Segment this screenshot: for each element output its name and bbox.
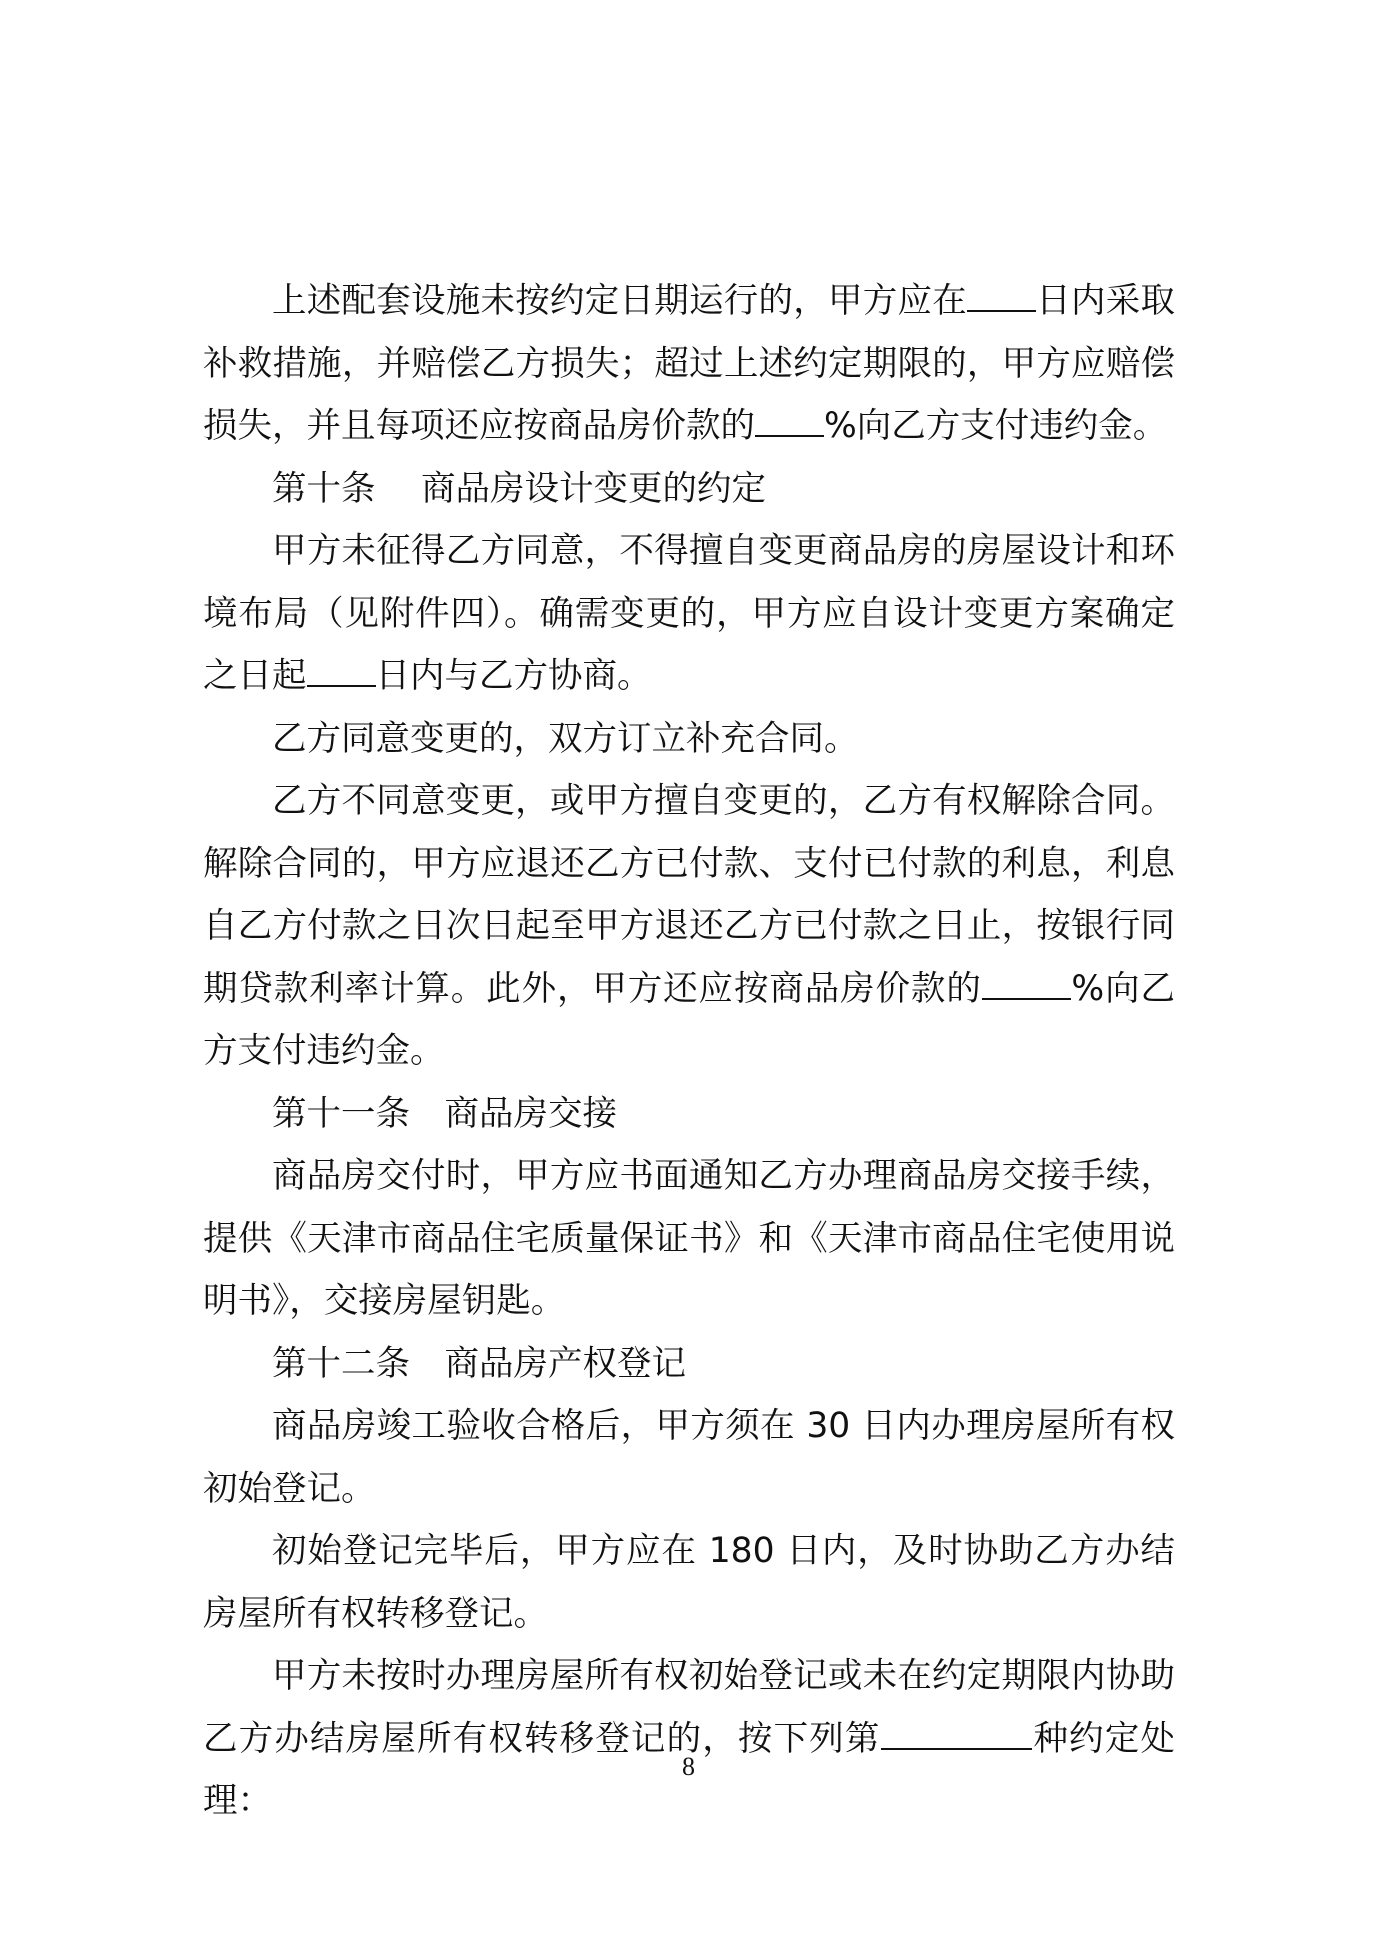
paragraph-agree-change — [203, 708, 1175, 771]
page-number: 8 — [682, 1752, 695, 1781]
article-10-heading: 第十条 商品房设计变更的约定 — [272, 468, 766, 509]
text-segment: 乙方同意变更的，双方订立补充合同。 — [272, 718, 859, 759]
paragraph-initial-registration — [203, 1395, 1175, 1520]
fill-in-blank[interactable] — [967, 309, 1036, 312]
article-12-heading: 第十二条 商品房产权登记 — [272, 1343, 686, 1384]
text-segment: 日内与乙方协商。 — [375, 656, 652, 696]
text-segment: 上述配套设施未按约定日期运行的，甲方应在 — [272, 281, 967, 321]
paragraph-registration-default — [203, 1645, 1175, 1833]
fill-in-blank[interactable] — [881, 1747, 1033, 1750]
paragraph-facility-delay — [203, 270, 1175, 458]
paragraph-handover — [203, 1145, 1175, 1333]
text-segment: 种约定处理： — [203, 1718, 1176, 1821]
text-segment: 商品房竣工验收合格后，甲方须在 30 日内办理房屋所有权初始登记。 — [203, 1406, 1175, 1509]
text-segment: 乙方不同意变更，或甲方擅自变更的，乙方有权解除合同。解除合同的，甲方应退还乙方已付款、支付已付款的利息，利息自乙方付款之日次日起至甲方退还乙方已付款之日止，按银行同期贷款利率计算。此外，甲方还应按商品房价款的 — [203, 781, 1175, 1009]
paragraph-transfer-registration — [203, 1520, 1175, 1645]
text-segment: 商品房交付时，甲方应书面通知乙方办理商品房交接手续，提供《天津市商品住宅质量保证书》和《天津市商品住宅使用说明书》，交接房屋钥匙。 — [203, 1156, 1175, 1321]
text-segment: 甲方未征得乙方同意，不得擅自变更商品房的房屋设计和环境布局（见附件四）。确需变更的，甲方应自设计变更方案确定之日起 — [203, 531, 1175, 696]
text-segment: 甲方未按时办理房屋所有权初始登记或未在约定期限内协助乙方办结房屋所有权转移登记的，按下列第 — [203, 1656, 1175, 1759]
paragraph-design-change — [203, 520, 1175, 708]
text-segment: %向乙方支付违约金。 — [824, 406, 1168, 446]
paragraph-disagree-change — [203, 770, 1175, 1083]
fill-in-blank[interactable] — [982, 997, 1072, 1000]
fill-in-blank[interactable] — [307, 684, 376, 687]
text-segment: 日内采取补救措施，并赔偿乙方损失；超过上述约定期限的，甲方应赔偿损失，并且每项还应按商品房价款的 — [203, 281, 1175, 446]
fill-in-blank[interactable] — [755, 434, 824, 437]
document-body — [203, 270, 1175, 1833]
article-11-heading: 第十一条 商品房交接 — [272, 1093, 617, 1134]
text-segment: 初始登记完毕后，甲方应在 180 日内，及时协助乙方办结房屋所有权转移登记。 — [203, 1531, 1175, 1634]
text-segment: %向乙方支付违约金。 — [203, 968, 1175, 1071]
